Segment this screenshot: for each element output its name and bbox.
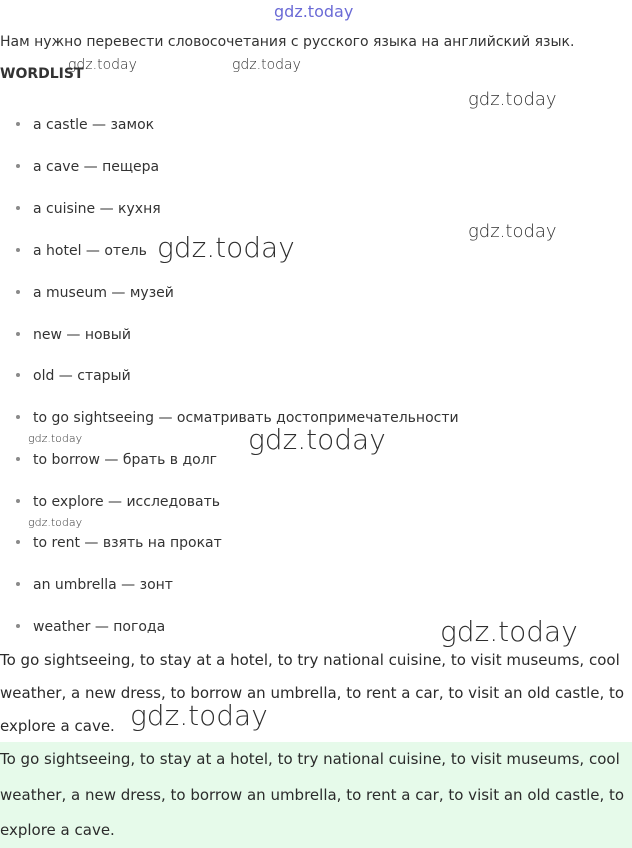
wordlist-entry: to go sightseeing — осматривать достопримечательности — [33, 410, 459, 426]
watermark: gdz.today — [130, 699, 268, 732]
list-item — [16, 366, 131, 386]
watermark: gdz.today — [248, 423, 386, 456]
watermark: gdz.today — [157, 231, 295, 264]
watermark: gdz.today — [468, 221, 557, 242]
list-item — [16, 408, 459, 428]
bullet-icon — [16, 540, 20, 544]
answer-paragraph: To go sightseeing, to stay at a hotel, to try national cuisine, to visit museums, cool weather, a new dress, to borrow an umbrella, to rent a car, to visit an old castle, to explore a cave. — [0, 651, 625, 735]
site-watermark-header: gdz.today — [274, 2, 354, 21]
wordlist-entry: an umbrella — зонт — [33, 577, 173, 593]
watermark: gdz.today — [28, 432, 83, 445]
wordlist-entry: a cuisine — кухня — [33, 201, 161, 217]
list-item — [16, 450, 217, 470]
wordlist-entry: new — новый — [33, 327, 131, 343]
watermark: gdz.today — [440, 615, 578, 648]
wordlist-entry: a museum — музей — [33, 285, 174, 301]
bullet-icon — [16, 164, 20, 168]
bullet-icon — [16, 248, 20, 252]
bullet-icon — [16, 499, 20, 503]
wordlist-entry: old — старый — [33, 368, 131, 384]
list-item — [16, 157, 159, 177]
wordlist-heading: WORDLIST — [0, 66, 84, 82]
instruction-text: Нам нужно перевести словосочетания с русского языка на английский язык. — [0, 34, 575, 50]
watermark: gdz.today — [232, 57, 301, 73]
list-item — [16, 617, 165, 637]
watermark: gdz.today — [468, 89, 557, 110]
wordlist-entry: to rent — взять на прокат — [33, 535, 222, 551]
wordlist-entry: to borrow — брать в долг — [33, 452, 218, 468]
list-item — [16, 575, 173, 595]
bullet-icon — [16, 373, 20, 377]
watermark: gdz.today — [68, 57, 137, 73]
list-item — [16, 241, 147, 261]
wordlist-entry: a castle — замок — [33, 117, 155, 133]
wordlist-entry: a cave — пещера — [33, 159, 160, 175]
list-item — [16, 325, 131, 345]
list-item — [16, 283, 174, 303]
list-item — [16, 199, 161, 219]
list-item — [16, 533, 222, 553]
list-item — [16, 115, 154, 135]
bullet-icon — [16, 206, 20, 210]
bullet-icon — [16, 624, 20, 628]
list-item — [16, 492, 220, 512]
bullet-icon — [16, 122, 20, 126]
bullet-icon — [16, 290, 20, 294]
watermark: gdz.today — [28, 516, 83, 529]
wordlist-entry: weather — погода — [33, 619, 166, 635]
wordlist-entry: to explore — исследовать — [33, 494, 220, 510]
answer-highlight-text: To go sightseeing, to stay at a hotel, to try national cuisine, to visit museums, cool weather, a new dress, to borrow an umbrella, to rent a car, to visit an old castle, to explore a cave. — [0, 750, 625, 839]
bullet-icon — [16, 582, 20, 586]
answer-highlight-block — [0, 742, 632, 848]
bullet-icon — [16, 415, 20, 419]
bullet-icon — [16, 457, 20, 461]
wordlist-entry: a hotel — отель — [33, 243, 147, 259]
bullet-icon — [16, 332, 20, 336]
